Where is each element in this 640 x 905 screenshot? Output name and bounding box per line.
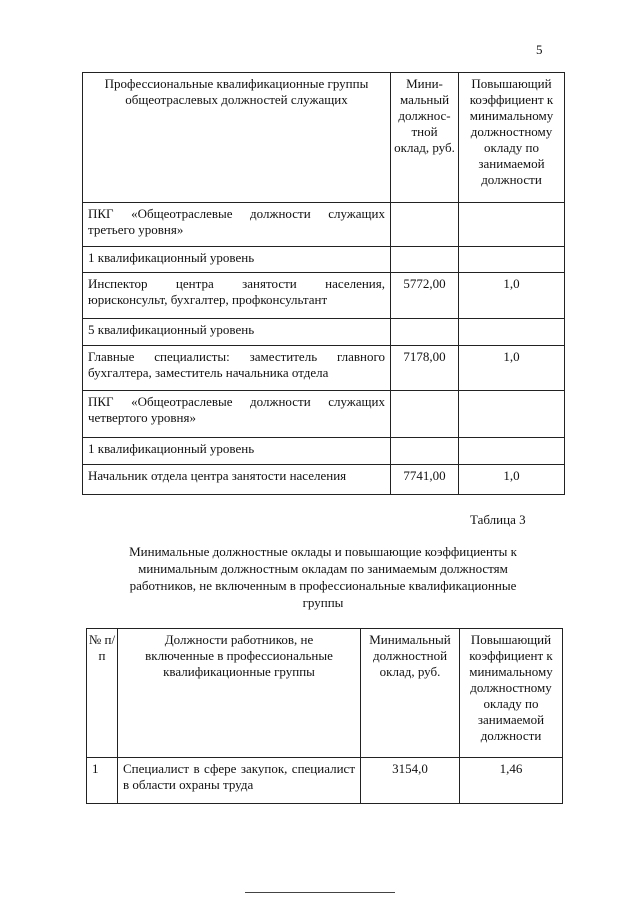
cell-text: Главные специалисты: заместитель главного бухгалтера, заместитель начальника отдела: [83, 346, 391, 391]
cell-salary: 5772,00: [391, 273, 459, 319]
cell-salary: 3154,0: [361, 758, 460, 804]
table-row-position: [83, 346, 565, 391]
salary-table-pkg: [82, 72, 565, 495]
cell-num: 1: [87, 758, 118, 804]
cell-coef: 1,0: [459, 273, 565, 319]
cell-text: Начальник отдела центра занятости населения: [83, 465, 391, 495]
page-number: 5: [536, 42, 543, 57]
header-coef: Повышающий коэффициент к минимальному должностному окладу по занимаемой должности: [459, 73, 565, 203]
header-salary: Минимальный должностной оклад, руб.: [361, 629, 460, 758]
cell-salary: 7741,00: [391, 465, 459, 495]
cell-text: 1 квалификационный уровень: [83, 438, 391, 465]
cell-text: ПКГ «Общеотраслевые должности служащих четвертого уровня»: [83, 391, 391, 438]
cell-coef: [459, 247, 565, 273]
cell-coef: 1,0: [459, 346, 565, 391]
footer-divider: [245, 892, 395, 893]
cell-salary: [391, 247, 459, 273]
table-header-row: [83, 73, 565, 203]
cell-salary: [391, 319, 459, 346]
table-header-row: [87, 629, 563, 758]
cell-salary: [391, 203, 459, 247]
table-row-level: [83, 247, 565, 273]
cell-coef: [459, 203, 565, 247]
cell-salary: [391, 438, 459, 465]
table-row-level: [83, 438, 565, 465]
header-num: № п/п: [87, 629, 118, 758]
cell-coef: [459, 391, 565, 438]
table-row-level: [83, 319, 565, 346]
table-caption: Минимальные должностные оклады и повышающие коэффициенты к минимальным должностным окладам по занимаемым должностям работников, не включенным в профессиональные квалификационные группы: [129, 544, 517, 610]
cell-text: ПКГ «Общеотраслевые должности служащих третьего уровня»: [83, 203, 391, 247]
table-row-position: [83, 465, 565, 495]
cell-text: Инспектор центра занятости населения, юрисконсульт, бухгалтер, профконсультант: [83, 273, 391, 319]
cell-coef: [459, 319, 565, 346]
cell-coef: 1,46: [460, 758, 563, 804]
salary-table-other: [86, 628, 563, 804]
table-label: Таблица 3: [470, 512, 526, 527]
cell-position: Специалист в сфере закупок, специалист в области охраны труда: [118, 758, 361, 804]
cell-text: 5 квалификационный уровень: [83, 319, 391, 346]
cell-salary: 7178,00: [391, 346, 459, 391]
cell-coef: 1,0: [459, 465, 565, 495]
cell-text: 1 квалификационный уровень: [83, 247, 391, 273]
header-salary: Мини-мальный должнос-тной оклад, руб.: [391, 73, 459, 203]
header-position: Должности работников, не включенные в профессиональные квалификационные группы: [118, 629, 361, 758]
table-row-group: [83, 203, 565, 247]
table-row-group: [83, 391, 565, 438]
table-row: [87, 758, 563, 804]
cell-salary: [391, 391, 459, 438]
cell-coef: [459, 438, 565, 465]
header-group: Профессиональные квалификационные группы общеотраслевых должностей служащих: [83, 73, 391, 203]
table-row-position: [83, 273, 565, 319]
header-coef: Повышающий коэффициент к минимальному должностному окладу по занимаемой должности: [460, 629, 563, 758]
